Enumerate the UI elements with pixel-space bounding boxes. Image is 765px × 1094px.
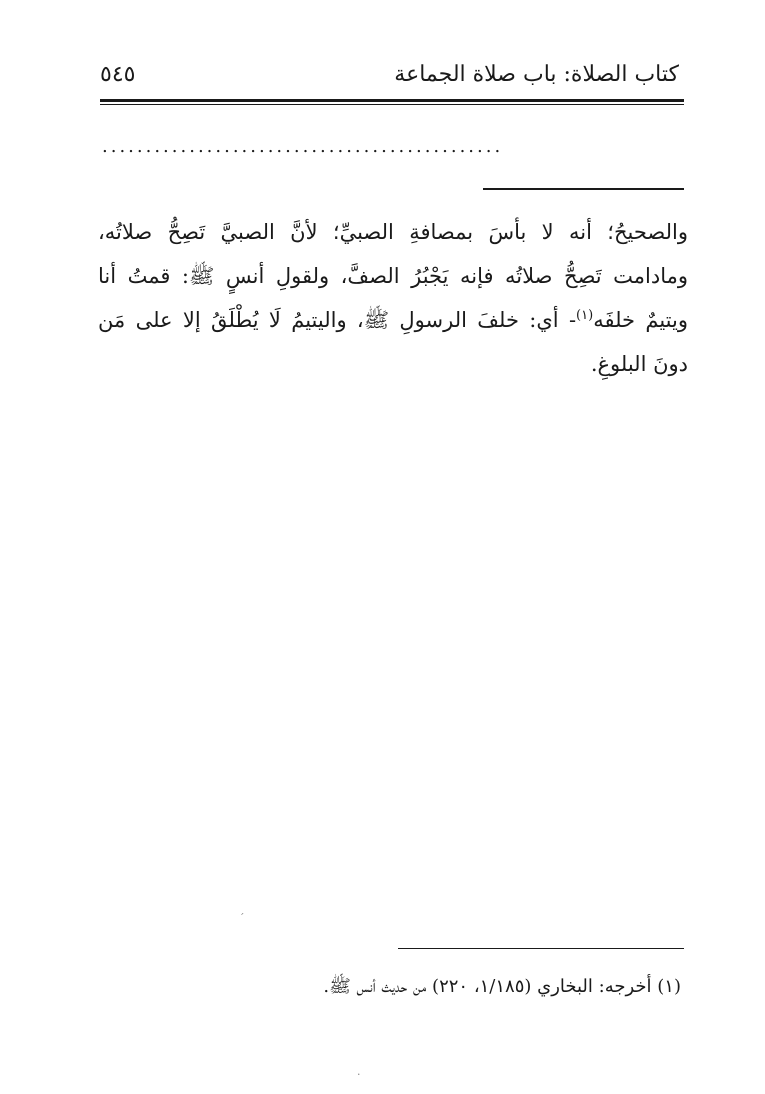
body-text-part-1: والصحيحُ؛ أنه لا بأسَ بمصافةِ الصبيِّ؛ لأنَّ الصبيَّ تَصِحُّ صلاتُه، ومادامت تَصِحُّ صلاتُه فإنه يَجْبُرُ الصفَّ، ولقولِ أنسٍ ﷺ: قمتُ أنا ويتيمٌ خلفَه [98,220,688,332]
section-rule [483,188,684,190]
stray-mark: ˊ [239,912,245,925]
body-text-part-2: - أي: خلفَ الرسولِ ﷺ، واليتيمُ لَا يُطْلَقُ إلا على مَن دونَ البلوغِ. [98,308,688,376]
header-rule-thick [100,99,684,102]
footnote-reference: (١) [576,308,594,323]
bottom-mark: · [357,1068,361,1081]
body-paragraph [98,210,688,386]
header-title: كتاب الصلاة: باب صلاة الجماعة [394,62,679,87]
page-number: ٥٤٥ [100,62,136,87]
footnote-rule [398,948,684,949]
footnote: (١) أخرجه: البخاري (١/١٨٥، ٢٢٠) من حديث أنس ﷺ. [323,976,681,997]
dotted-separator: .............................................. [102,136,504,157]
body-text [98,210,688,386]
header-rule-thin [100,104,684,105]
